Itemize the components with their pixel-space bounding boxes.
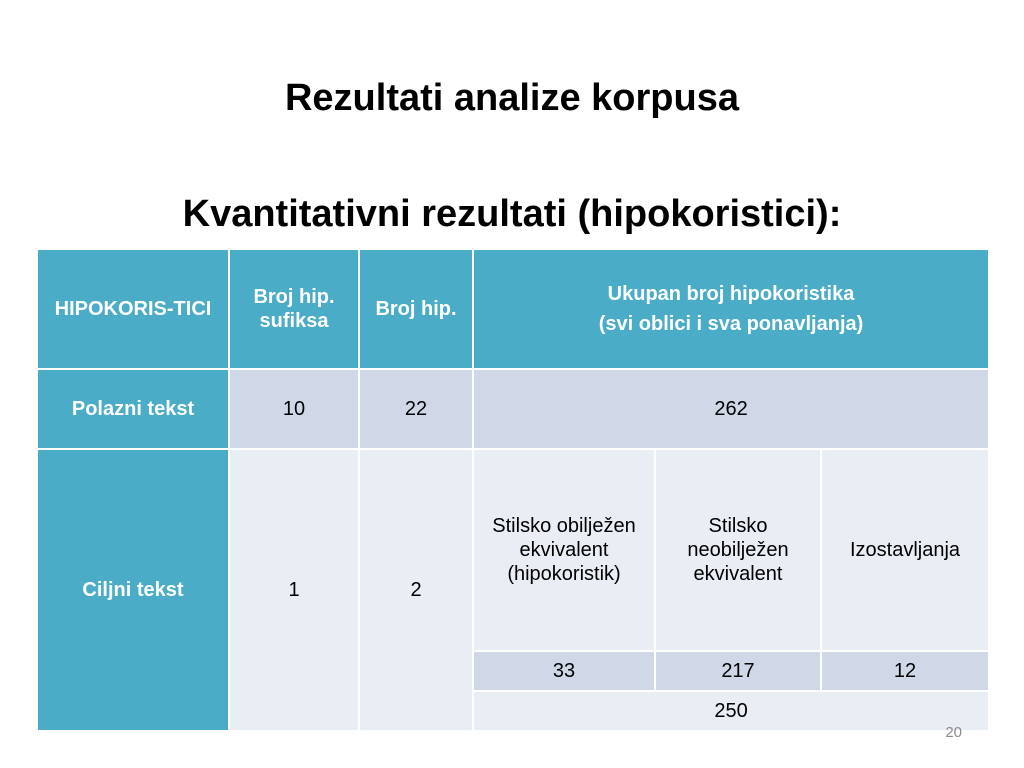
header-broj-hip: Broj hip.: [359, 249, 473, 369]
row-label-ciljni: Ciljni tekst: [37, 449, 229, 731]
results-table: [36, 248, 990, 732]
ciljni-value-izostavljanja: 12: [821, 651, 989, 691]
header-ukupan-broj: [473, 249, 989, 369]
ciljni-value-obiljezen: 33: [473, 651, 655, 691]
polazni-broj-hip: 22: [359, 369, 473, 449]
header-hipokoristici: HIPOKORIS-TICI: [37, 249, 229, 369]
ciljni-broj-sufiksa: 1: [229, 449, 359, 731]
slide-subtitle: Kvantitativni rezultati (hipokoristici):: [182, 193, 842, 235]
table-row-polazni: [37, 369, 989, 449]
page-number: 20: [945, 724, 962, 741]
row-label-polazni: Polazni tekst: [37, 369, 229, 449]
header-ukupan-line2: (svi oblici i sva ponavljanja): [598, 313, 864, 335]
polazni-broj-sufiksa: 10: [229, 369, 359, 449]
ciljni-value-neobiljezen: 217: [655, 651, 821, 691]
header-ukupan-line1: Ukupan broj hipokoristika: [607, 283, 855, 305]
ciljni-ukupno: 250: [473, 691, 989, 731]
ciljni-subheader-obiljezen: Stilsko obilježen ekvivalent (hipokoristik): [473, 449, 655, 651]
polazni-ukupno: 262: [473, 369, 989, 449]
header-broj-sufiksa: Broj hip. sufiksa: [229, 249, 359, 369]
ciljni-broj-hip: 2: [359, 449, 473, 731]
ciljni-subheader-izostavljanja: Izostavljanja: [821, 449, 989, 651]
table-row-ciljni: [37, 449, 989, 651]
ciljni-subheader-neobiljezen: Stilsko neobilježen ekvivalent: [655, 449, 821, 651]
slide-title: Rezultati analize korpusa: [284, 77, 739, 119]
table-header-row: [37, 249, 989, 369]
